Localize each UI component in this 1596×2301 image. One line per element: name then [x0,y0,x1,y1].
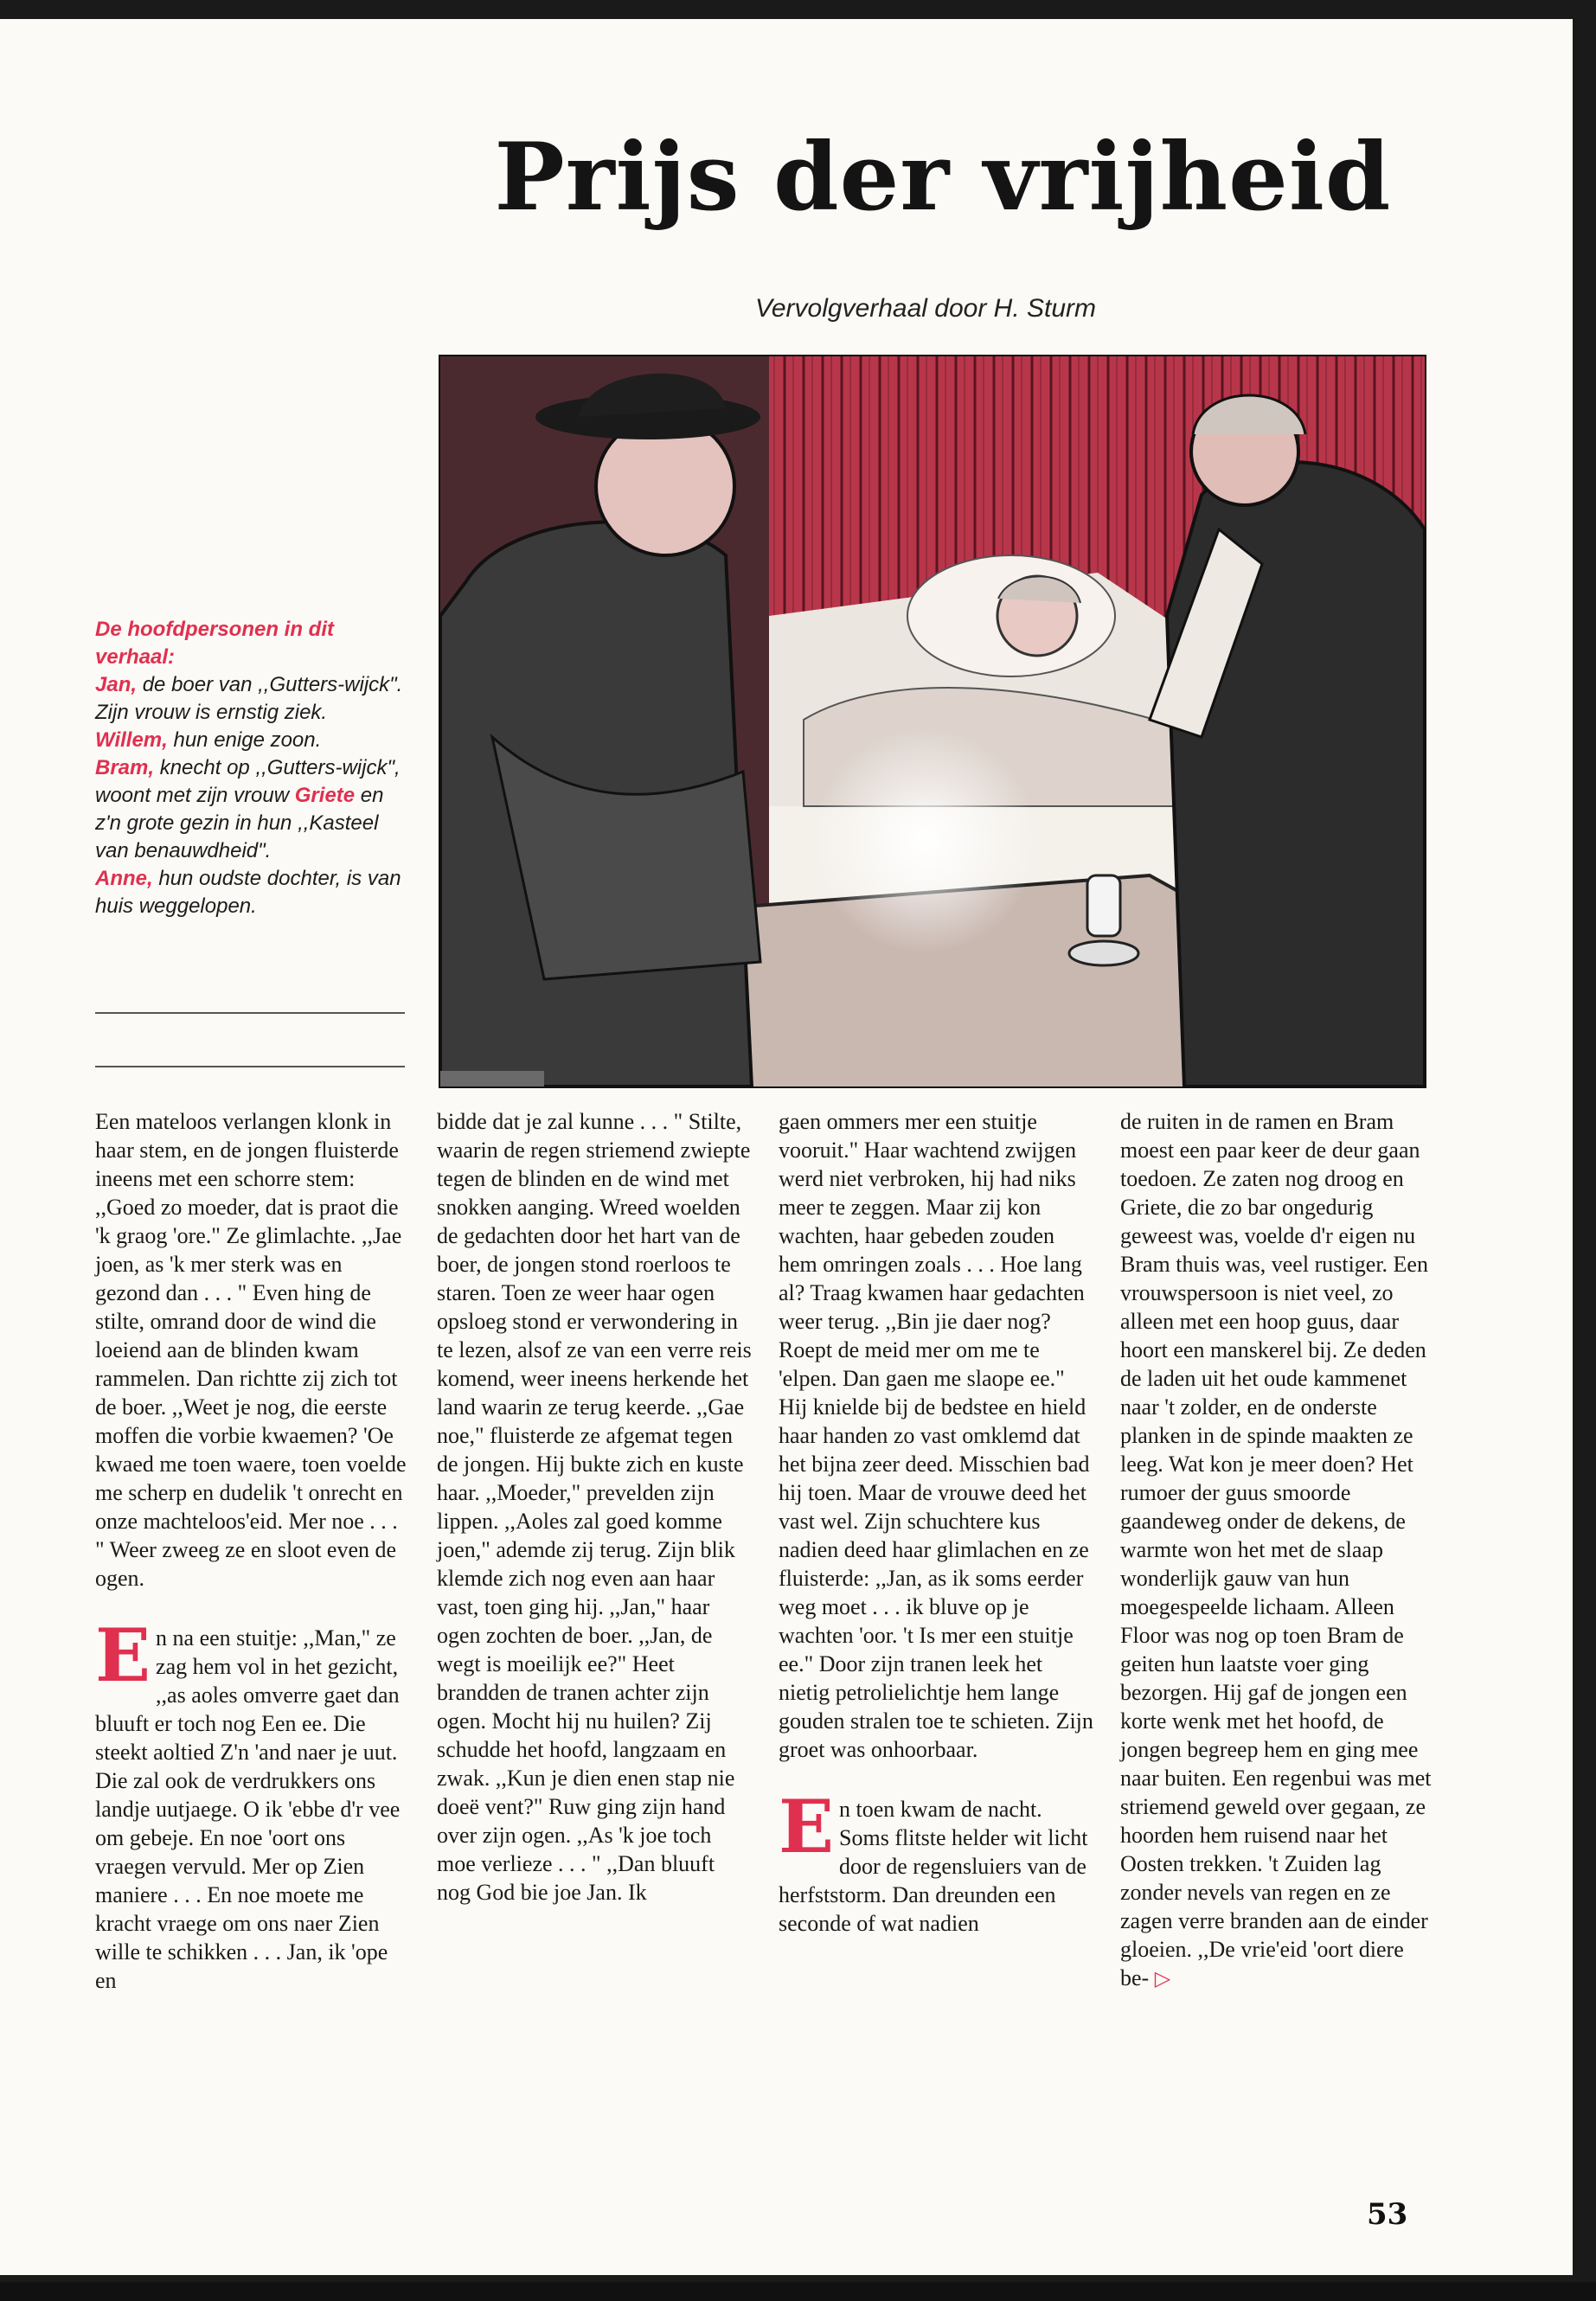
character-entry-bram [95,754,415,865]
divider-rule [95,1066,405,1067]
paragraph [1120,1107,1436,1994]
page-number: 53 [1367,2197,1408,2232]
paragraph-text: n na een stuitje: ,,Man," ze zag hem vol in het gezicht, ,,as aoles omverre gaet dan bluuft er toch nog Een ee. Die steekt aoltied Z'n 'and naer je uut. Die zal ook de verdrukkers ons landje uutjaege. O ik 'ebbe d'r vee om gebeje. En noe 'oort ons vraegen vervuld. Mer op Zien maniere . . . En noe moete me kracht vraege om ons naer Zien wille te schikken . . . Jan, ik 'ope en [95,1625,401,1993]
paragraph: bidde dat je zal kunne . . . " Stilte, waarin de regen striemend zwiepte tegen de blinden en de wind met snokken aanging. Wreed woelden de gedachten door het hart van de boer, de jongen stond roerloos te staren. Toen ze weer haar ogen opsloeg stond er verwondering in te lezen, alsof ze van een verre reis komend, weer ineens herkende het land waarin ze terug keerde. ,,Gae noe," fluisterde ze afgemat tegen de jongen. Hij bukte zich en kuste haar. ,,Moeder," prevelden zijn lippen. ,,Aoles zal goed komme joen," ademde zij terug. Zijn blik klemde zich nog even aan haar vast, toen ging hij. ,,Jan," haar ogen zochten de boer. ,,Jan, de wegt is moeilijk ee?" Heet brandden de tranen achter zijn ogen. Mocht hij nu huilen? Zij schudde het hoofd, langzaam en zwak. ,,Kun je dien enen stap nie doeë vent?" Ruw ging zijn hand over zijn ogen. ,,As 'k joe toch moe verlieze . . . " ,,Dan bluuft nog God bie joe Jan. Ik [437,1109,752,1905]
magazine-page [0,19,1573,2275]
paragraph: gaen ommers mer een stuitje vooruit." Haar wachtend zwijgen werd niet verbroken, hij had niks meer te zeggen. Maar zij kon wachten, haar gebeden zouden hem omringen zoals . . . Hoe lang al? Traag kwamen haar gedachten weer terug. ,,Bin jie daer nog? Roept de meid mer om me te 'elpen. Dan gaen me slaope ee." Hij knielde bij de bedstee en hield haar handen zo vast omklemd dat het bijna zeer deed. Misschien bad hij toen. Maar de vrouwe deed het vast wel. Zijn schuchtere kus nadien deed haar glimlachen en ze fluisterde: ,,Jan, as ik soms eerder weg moet . . . ik bluve op je wachten 'oor. 't Is mer een stuitje ee." Door zijn tranen leek het nietig petrolielichtje hem lange gouden stralen toe te schieten. Zijn groet was onhoorbaar. [779,1109,1093,1762]
article-column-2 [437,1107,753,1907]
character-name: Bram, [95,756,155,779]
character-name: Anne, [95,867,153,890]
character-entry-anne [95,865,415,920]
paragraph [779,1784,1094,1938]
character-desc: hun oudste dochter, is van huis weggelopen. [95,867,401,918]
article-byline: Vervolgverhaal door H. Sturm [754,294,1097,323]
character-name: Griete [294,784,356,807]
character-list-heading: De hoofdpersonen in dit verhaal: [95,618,334,669]
drop-cap: E [779,1784,835,1869]
paragraph [95,1612,411,1995]
character-entry-jan [95,671,415,727]
paragraph-text: de ruiten in de ramen en Bram moest een paar keer de deur gaan toedoen. Ze zaten nog droog en Griete, die zo bar ongedurig geweest was, voelde d'r eigen nu Bram thuis was, veel rustiger. Een vrouwspersoon is niet veel, zo alleen met een hoop guus, daar hoort een manskerel bij. Ze deden de laden uit het oude kammenet naar 't zolder, en de onderste planken in de spinde maakten ze leeg. Wat kon je meer doen? Het rumoer der guus smoorde gaandeweg onder de dekens, de warmte won het met de slaap wonderlijk gauw van hun moegespeelde lichaam. Alleen Floor was nog op toen Bram de geiten hun laatste voer ging bezorgen. Hij gaf de jongen een korte wenk met het hoofd, de jongen begreep hem en ging mee naar buiten. Een regenbui was met striemend geweld over gegaan, ze hoorden hem ruisend naar het Oosten trekken. 't Zuiden lag zonder nevels van regen en ze zagen verre branden aan de einder gloeien. ,,De vrie'eid 'oort diere be- [1120,1109,1432,1990]
article-column-1 [95,1107,411,1995]
character-desc: de boer van ,,Gutters-wijck". Zijn vrouw is ernstig ziek. [95,673,403,724]
divider-rule [95,1012,405,1014]
character-desc: knecht op ,,Gutters-wijck", woont met zijn vrouw [95,756,401,807]
article-column-3 [779,1107,1094,1938]
character-desc: en z'n grote gezin in hun ,,Kasteel van benauwdheid". [95,784,384,862]
paragraph-text: n toen kwam de nacht. Soms flitste helder wit licht door de regensluiers van de herfststorm. Dan dreunden een seconde of wat nadien [779,1797,1088,1936]
character-desc: hun enige zoon. [167,728,322,752]
scan-border [0,2282,1596,2301]
drop-cap: E [95,1612,151,1698]
story-illustration [439,355,1426,1088]
paragraph: Een mateloos verlangen klonk in haar stem, en de jongen fluisterde ineens met een schorre stem: ,,Goed zo moeder, dat is praot die 'k graog 'ore." Ze glimlachte. ,,Jae joen, as 'k mer sterk was en gezond dan . . . " Even hing de stilte, omrand door de wind die loeiend aan de blinden kwam rammelen. Dan richtte zij zich tot de boer. ,,Weet je nog, die eerste moffen die vorbie kwaemen? 'Oe kwaed me toen waere, toen voelde me scherp en dudelik 't onrecht en onze machteloos'eid. Mer noe . . . " Weer zweeg ze en sloot even de ogen. [95,1109,407,1591]
character-name: Jan, [95,673,138,696]
triangle-right-icon: ▷ [1154,1968,1171,1990]
character-entry-willem [95,727,415,754]
character-name: Willem, [95,728,168,752]
character-list [95,616,415,920]
article-title: Prijs der vrijheid [494,123,1392,232]
article-column-4 [1120,1107,1436,1994]
